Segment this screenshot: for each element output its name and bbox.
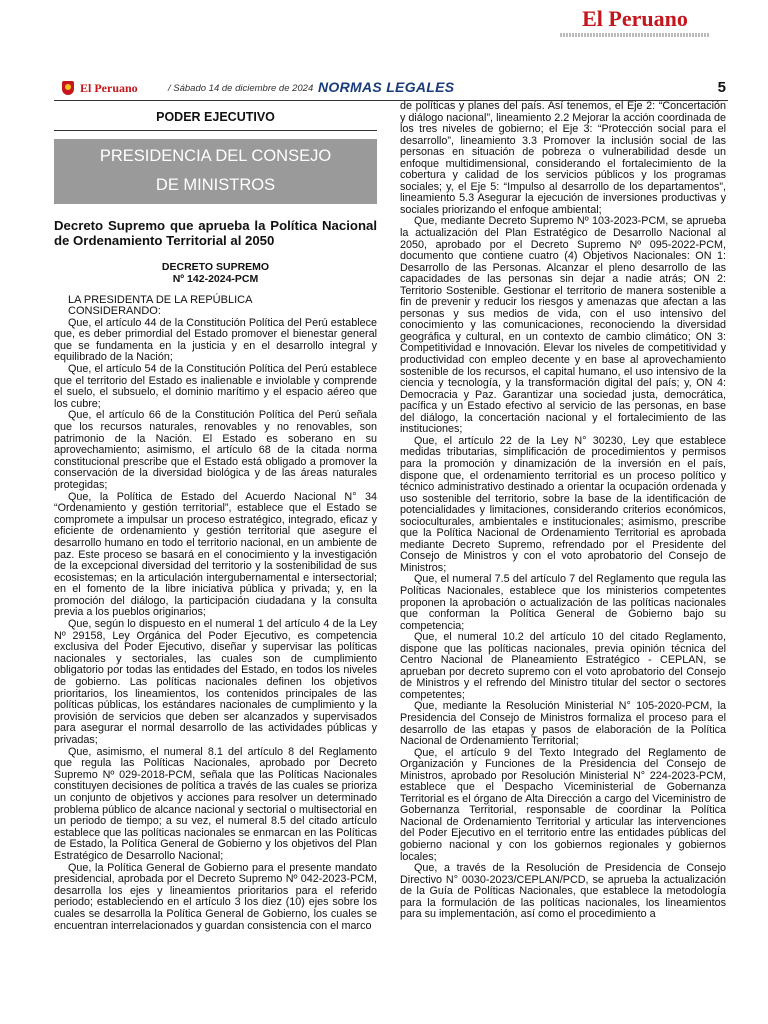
paragraph: Que, el numeral 7.5 del artículo 7 del Reglamento que regula las Políticas Nacionales, establece que los ministerios competentes proponen la aprobación o actualización de las políticas nacionales que conforman la Política General de Gobierno bajo su competencia;	[400, 573, 726, 632]
section-title: PODER EJECUTIVO	[54, 104, 377, 131]
decree-title: Decreto Supremo que aprueba la Política Nacional de Ordenamiento Territorial al 2050	[54, 217, 377, 249]
masthead-tagline-decoration	[560, 33, 710, 37]
masthead-logo	[560, 8, 710, 37]
paragraph: Que, el artículo 22 de la Ley N° 30230, Ley que establece medidas tributarias, simplificación de procedimientos y permisos para la promoción y dinamización de la inversión en el país, dispone que, el ordenamiento territorial es un proceso político y técnico administrativo destinado a orientar la ocupación ordenada y uso sostenible del territorio, sobre la base de la identificación de potencialidades y limitaciones, considerando criterios económicos, socioculturales, ambientales e institucionales; asimismo, prescribe que la Política Nacional de Ordenamiento Territorial es aprobada mediante Decreto Supremo, refrendado por el Presidente del Consejo de Ministros y con el voto aprobatorio del Consejo de Ministros;	[400, 434, 726, 574]
paragraph: Que, el artículo 66 de la Constitución Política del Perú señala que los recursos naturales, renovables y no renovables, son patrimonio de la Nación. El Estado es soberano en su aprovechamiento; asimismo, el artículo 68 de la citada norma constitucional prescribe que el Estado está obligado a promover la conservación de la diversidad biológica y de las áreas naturales protegidas;	[54, 409, 377, 491]
left-column	[54, 104, 377, 932]
paragraph: Que, mediante la Resolución Ministerial N° 105-2020-PCM, la Presidencia del Consejo de Ministros formaliza el proceso para el desarrollo de las etapas y pasos de elaboración de la Política Nacional de Ordenamiento Territorial;	[400, 700, 726, 748]
header-brand: El Peruano	[80, 81, 138, 95]
page-header	[54, 78, 728, 101]
header-section-title: NORMAS LEGALES	[318, 79, 455, 95]
page-number: 5	[717, 79, 726, 96]
paragraph: Que, el artículo 44 de la Constitución Política del Perú establece que, es deber primordial del Estado promover el bienestar general que se fundamenta en la justicia y en el desarrollo integral y equilibrado de la Nación;	[54, 316, 377, 364]
paragraph: Que, mediante Decreto Supremo Nº 103-2023-PCM, se aprueba la actualización del Plan Estratégico de Desarrollo Nacional al 2050, aprobado por el Decreto Supremo Nº 095-2022-PCM, documento que contiene cuatro (4) Objetivos Nacionales: ON 1: Desarrollo de las Personas. Alcanzar el pleno desarrollo de las capacidades de las personas sin dejar a nadie atrás; ON 2: Territorio Sostenible. Gestionar el territorio de manera sostenible a fin de prevenir y reducir los riesgos y amenazas que afectan a las personas y sus medios de vida, con el uso intensivo del conocimiento y las comunicaciones, reconociendo la diversidad geográfica y cultural, en un contexto de cambio climático; ON 3: Competitividad e Innovación. Elevar los niveles de competitividad y productividad con empleo decente y en base al aprovechamiento sostenible de los recursos, el capital humano, el uso intensivo de la ciencia y tecnología, y la transformación digital del país; y, ON 4: Democracia y Paz. Garantizar una sociedad justa, democrática, pacífica y un Estado efectivo al servicio de las personas, en base del diálogo, la concertación nacional y el fortalecimiento de las instituciones;	[400, 215, 726, 436]
right-column	[400, 101, 726, 921]
paragraph: Que, la Política General de Gobierno para el presente mandato presidencial, aprobada por el Decreto Supremo Nº 042-2023-PCM, desarrolla los ejes y lineamientos prioritarios para el referido periodo; estableciendo en el artículo 3 los diez (10) ejes sobre los cuales se desarrolla la Política General de Gobierno, los cuales se encuentran interrelacionados y guardan consistencia con el marco	[54, 861, 377, 932]
ministry-line-2: DE MINISTROS	[155, 175, 276, 194]
paragraph: Que, asimismo, el numeral 8.1 del artículo 8 del Reglamento que regula las Políticas Nacionales, aprobado por Decreto Supremo Nº 029-2018-PCM, señala que las Políticas Nacionales constituyen decisiones de política a través de las cuales se prioriza un conjunto de objetivos y acciones para resolver un determinado problema público de alcance nacional y sectorial o multisectorial en un periodo de tiempo; a su vez, el numeral 8.5 del citado artículo establece que las políticas nacionales se enmarcan en las Políticas de Estado, la Política General de Gobierno y los objetivos del Plan Estratégico de Desarrollo Nacional;	[54, 745, 377, 862]
paragraph: de políticas y planes del país. Así tenemos, el Eje 2: “Concertación y diálogo nacional”, lineamiento 2.2 Mejorar la acción coordinada de los tres niveles de gobierno; el Eje 3: “Protección social para el desarrollo”, lineamiento 3.3 Promover la inclusión social de las personas en situación de pobreza o vulnerabilidad desde un enfoque multidimensional, considerando el fortalecimiento de la cobertura y calidad de los servicios públicos y los programas sociales; y, el Eje 5: “Impulso al desarrollo de los departamentos”, lineamiento 5.3 Asegurar la ejecución de inversiones productivas y sociales priorizando el enfoque ambiental;	[400, 100, 726, 216]
masthead-brand: El Peruano	[582, 6, 688, 31]
decree-type: DECRETO SUPREMO	[161, 260, 270, 273]
decree-number: Nº 142-2024-PCM	[172, 272, 259, 285]
paragraph: Que, el artículo 9 del Texto Integrado del Reglamento de Organización y Funciones de la Presidencia del Consejo de Ministros, aprobado por Resolución Ministerial N° 224-2023-PCM, establece que el Despacho Viceministerial de Gobernanza Territorial es el órgano de Alta Dirección a cargo del Viceministro de Gobernanza Territorial, responsable de coordinar la Política Nacional de Ordenamiento Territorial y articular las intervenciones del Poder Ejecutivo en el territorio entre las entidades públicas del gobierno nacional y con los gobiernos regionales y gobiernos locales;	[400, 746, 726, 863]
paragraph: Que, según lo dispuesto en el numeral 1 del artículo 4 de la Ley Nº 29158, Ley Orgánica del Poder Ejecutivo, es competencia exclusiva del Poder Ejecutivo, diseñar y supervisar las políticas nacionales y sectoriales, las cuales son de cumplimiento obligatorio por todas las entidades del Estado, en todos los niveles de gobierno. Las políticas nacionales definen los objetivos prioritarios, los lineamientos, los contenidos principales de las políticas públicas, los estándares nacionales de cumplimiento y la provisión de servicios que deben ser alcanzados y supervisados para asegurar el normal desarrollo de las actividades públicas y privadas;	[54, 618, 377, 747]
paragraph: Que, el artículo 54 de la Constitución Política del Perú establece que el territorio del Estado es inalienable e inviolable y comprende el suelo, el subsuelo, el dominio marítimo y el espacio aéreo que los cubre;	[54, 363, 377, 410]
ministry-banner	[54, 139, 377, 204]
considering-heading: CONSIDERANDO:	[68, 305, 161, 318]
coat-of-arms-icon	[62, 81, 74, 95]
paragraph: Que, a través de la Resolución de Presidencia de Consejo Directivo N° 0030-2023/CEPLAN/PCD, se aprueba la actualización de la Guía de Políticas Nacionales, que establece la metodología para la formulación de las políticas nacionales, los lineamientos para su implementación, así como el procedimiento a	[400, 862, 726, 921]
paragraph: Que, la Política de Estado del Acuerdo Nacional N° 34 “Ordenamiento y gestión territorial”, establece que el Estado se compromete a impulsar un proceso estratégico, integrado, eficaz y eficiente de ordenamiento y gestión territorial que asegure el desarrollo humano en todo el territorio nacional, en un ambiente de paz. Este proceso se basará en el conocimiento y la investigación de la excepcional diversidad del territorio y la sostenibilidad de sus ecosistemas; en la articulación intergubernamental e intersectorial; en el fomento de la libre iniciativa pública y privada; y, en la promoción del diálogo, la participación ciudadana y la consulta previa a los pueblos originarios;	[54, 490, 377, 619]
header-date: / Sábado 14 de diciembre de 2024	[168, 83, 314, 94]
decree-label	[54, 261, 377, 285]
president-line: LA PRESIDENTA DE LA REPÚBLICA	[68, 293, 253, 306]
paragraph: Que, el numeral 10.2 del artículo 10 del citado Reglamento, dispone que las políticas nacionales, previa opinión técnica del Centro Nacional de Planeamiento Estratégico - CEPLAN, se aprueban por decreto supremo con el voto aprobatorio del Consejo de Ministros y el refrendo del Ministro titular del sector o sectores competentes;	[400, 631, 726, 701]
ministry-line-1: PRESIDENCIA DEL CONSEJO	[99, 146, 332, 165]
